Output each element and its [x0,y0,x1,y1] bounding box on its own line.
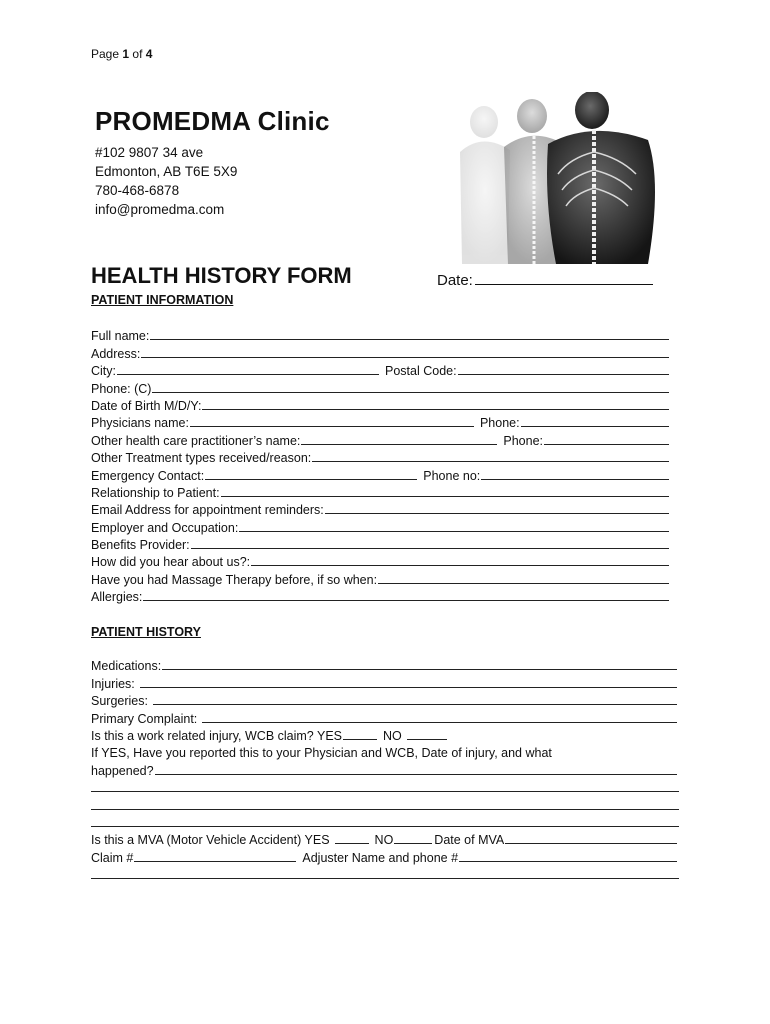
happened-row [91,760,679,777]
wcb-no-blank[interactable] [407,728,447,740]
clinic-address-line1: #102 9807 34 ave [95,145,204,160]
happened-label: happened? [91,763,154,778]
mva-no-blank[interactable] [394,832,432,844]
physician-phone-blank[interactable] [521,415,669,427]
city-label: City: [91,364,116,379]
mva-question-label: Is this a MVA (Motor Vehicle Accident) YES [91,833,330,848]
wcb-yes-blank[interactable] [343,728,377,740]
claim-row [91,847,679,864]
phone-c-blank[interactable] [152,381,669,393]
physicians-row [91,413,671,430]
physicians-name-label: Physicians name: [91,416,189,431]
surgeries-blank[interactable] [153,693,677,705]
email-reminders-row [91,500,671,517]
benefits-blank[interactable] [191,537,669,549]
medications-row [91,656,679,673]
spine-anatomy-image [452,92,670,264]
mva-yes-blank[interactable] [335,832,369,844]
full-name-row [91,326,671,343]
patient-information-heading: PATIENT INFORMATION [91,293,234,307]
date-label: Date: [437,272,473,289]
other-practitioner-label: Other health care practitioner’s name: [91,433,301,448]
dob-row [91,396,671,413]
mva-row [91,830,679,847]
other-practitioner-phone-label: Phone: [503,433,543,448]
benefits-row [91,535,671,552]
postal-code-blank[interactable] [458,363,669,375]
history-blank-line-1[interactable] [91,778,679,795]
history-blank-line-3[interactable] [91,813,679,830]
medications-label: Medications: [91,659,162,674]
emergency-contact-row [91,465,671,482]
hear-about-label: How did you hear about us?: [91,555,251,570]
clinic-email: info@promedma.com [95,202,225,217]
dob-label: Date of Birth M/D/Y: [91,398,202,413]
other-treatment-row [91,448,671,465]
clinic-header [95,106,330,219]
email-reminders-label: Email Address for appointment reminders: [91,503,324,518]
dob-blank[interactable] [202,398,669,410]
hear-about-row [91,552,671,569]
happened-blank[interactable] [155,763,677,775]
massage-before-blank[interactable] [378,572,669,584]
employer-label: Employer and Occupation: [91,520,239,535]
benefits-label: Benefits Provider: [91,538,190,553]
mva-date-blank[interactable] [505,832,677,844]
address-row [91,343,671,360]
patient-information-fields [91,326,671,604]
city-row [91,361,671,378]
postal-code-label: Postal Code: [385,364,457,379]
wcb-no-label: NO [383,728,402,743]
address-label: Address: [91,346,141,361]
other-treatment-blank[interactable] [312,450,669,462]
wcb-question-label: Is this a work related injury, WCB claim? YES [91,728,343,743]
massage-before-row [91,569,671,586]
clinic-address-line2: Edmonton, AB T6E 5X9 [95,164,238,179]
email-reminders-blank[interactable] [325,502,669,514]
claim-label: Claim # [91,850,134,865]
allergies-label: Allergies: [91,590,143,605]
clinic-phone: 780-468-6878 [95,183,180,198]
primary-complaint-blank[interactable] [202,711,677,723]
employer-row [91,517,671,534]
patient-history-fields [91,656,679,882]
other-treatment-label: Other Treatment types received/reason: [91,451,312,466]
city-blank[interactable] [117,363,379,375]
patient-history-heading: PATIENT HISTORY [91,625,201,639]
mva-no-label: NO [374,833,394,848]
page-number [91,47,152,61]
massage-before-label: Have you had Massage Therapy before, if so when: [91,572,378,587]
wcb-row [91,726,679,743]
allergies-row [91,587,671,604]
address-blank[interactable] [141,346,669,358]
history-blank-line-4[interactable] [91,865,679,882]
other-practitioner-blank[interactable] [301,433,497,445]
surgeries-label: Surgeries: [91,694,148,709]
date-field[interactable] [437,270,653,289]
physicians-name-blank[interactable] [190,415,474,427]
clinic-name: PROMEDMA Clinic [95,106,330,136]
page-total: 4 [145,47,153,61]
page-of-label: of [132,47,143,61]
full-name-blank[interactable] [150,328,669,340]
page-current: 1 [122,47,130,61]
other-practitioner-row [91,430,671,447]
relationship-blank[interactable] [221,485,669,497]
wcb-followup-row [91,743,679,760]
employer-blank[interactable] [239,520,669,532]
primary-complaint-row [91,708,679,725]
phone-row [91,378,671,395]
injuries-row [91,673,679,690]
phone-c-label: Phone: (C) [91,381,152,396]
relationship-label: Relationship to Patient: [91,485,220,500]
surgeries-row [91,691,679,708]
mva-date-label: Date of MVA [434,833,505,848]
adjuster-label: Adjuster Name and phone # [302,850,459,865]
history-blank-line-2[interactable] [91,795,679,812]
date-blank[interactable] [475,270,653,285]
emergency-phone-blank[interactable] [481,468,669,480]
allergies-blank[interactable] [143,589,669,601]
claim-blank[interactable] [134,850,296,862]
form-title: HEALTH HISTORY FORM [91,263,352,288]
adjuster-blank[interactable] [459,850,677,862]
physician-phone-label: Phone: [479,416,520,431]
medications-blank[interactable] [162,658,677,670]
emergency-contact-label: Emergency Contact: [91,468,205,483]
primary-complaint-label: Primary Complaint: [91,711,198,726]
hear-about-blank[interactable] [251,554,669,566]
other-practitioner-phone-blank[interactable] [544,433,669,445]
injuries-label: Injuries: [91,676,135,691]
full-name-label: Full name: [91,329,150,344]
emergency-contact-blank[interactable] [205,468,417,480]
wcb-followup-label: If YES, Have you reported this to your Physician and WCB, Date of injury, and what [91,746,552,761]
relationship-row [91,483,671,500]
emergency-phone-label: Phone no: [423,468,481,483]
page-label: Page [91,47,120,61]
injuries-blank[interactable] [140,676,677,688]
